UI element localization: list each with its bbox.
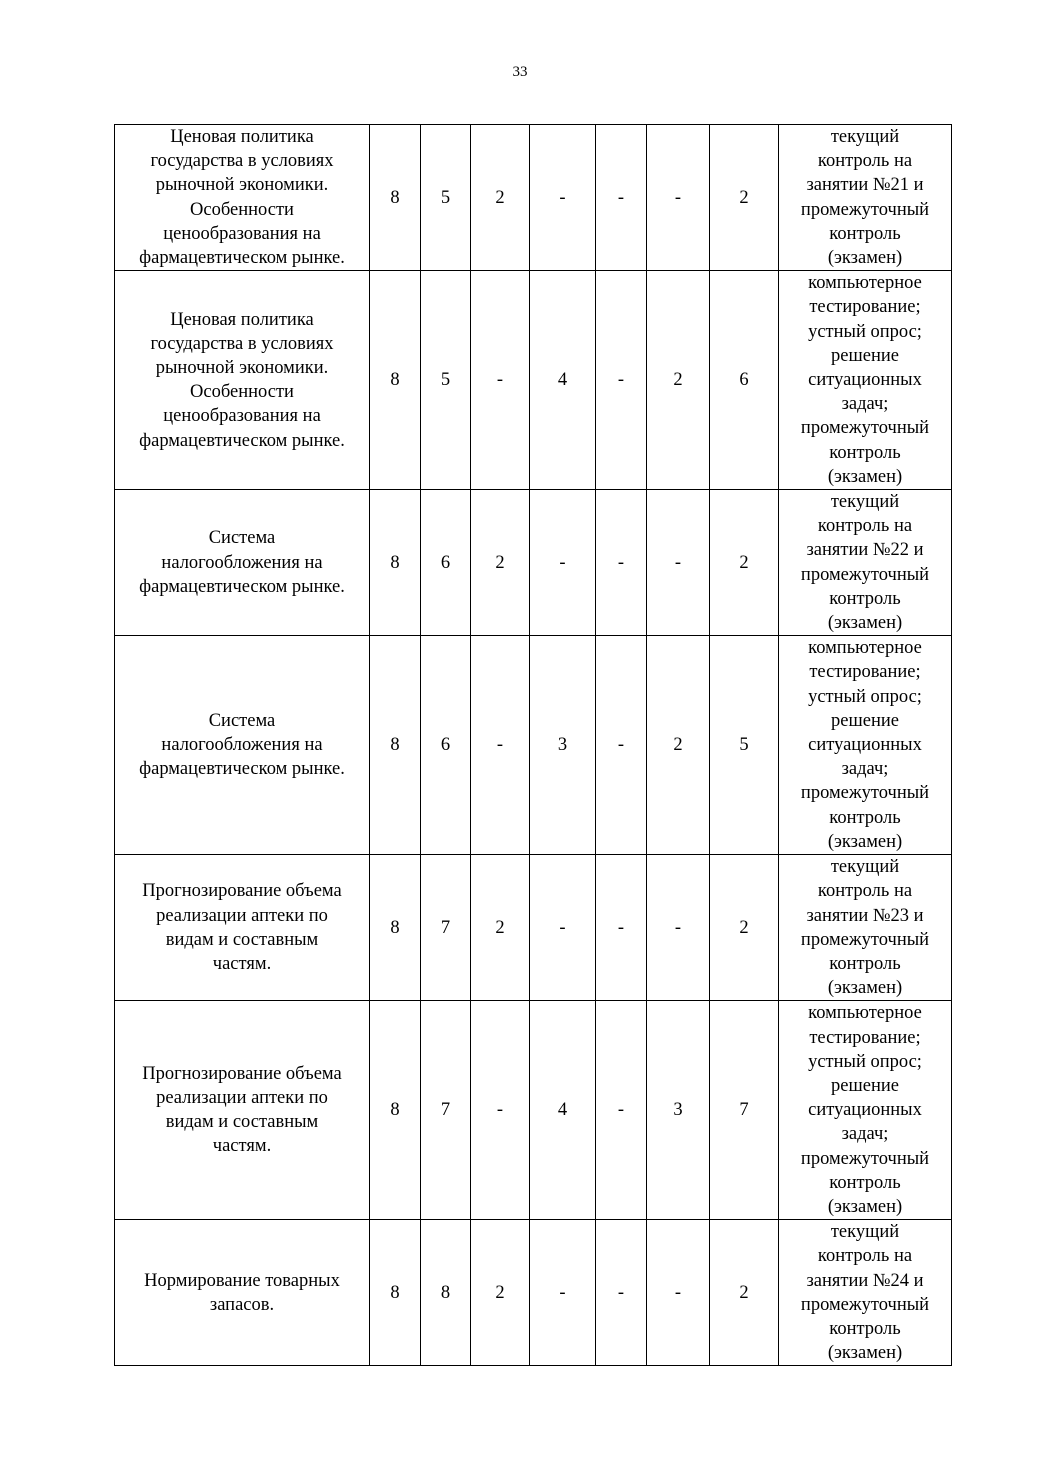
- semester-cell: 8: [370, 1220, 421, 1366]
- week-cell: 6: [421, 636, 471, 855]
- seminar-hours-cell: -: [596, 271, 647, 490]
- page-number: 33: [512, 64, 528, 80]
- table-row: [115, 1220, 952, 1366]
- seminar-hours-cell: -: [596, 1001, 647, 1220]
- total-hours-cell: 2: [710, 125, 779, 271]
- topic-cell: Прогнозирование объема реализации аптеки по видам и составным частям.: [115, 1001, 370, 1220]
- topic-cell: Нормирование товарных запасов.: [115, 1220, 370, 1366]
- control-form-cell: компьютерное тестирование; устный опрос; решение ситуационных задач; промежуточный контроль (экзамен): [779, 636, 952, 855]
- lecture-hours-cell: 2: [471, 125, 530, 271]
- practice-hours-cell: 4: [530, 271, 596, 490]
- table-row: [115, 1001, 952, 1220]
- table-row: [115, 271, 952, 490]
- total-hours-cell: 6: [710, 271, 779, 490]
- topic-cell: Прогнозирование объема реализации аптеки по видам и составным частям.: [115, 855, 370, 1001]
- topic-cell: Ценовая политика государства в условиях рыночной экономики. Особенности ценообразования на фармацевтическом рынке.: [115, 271, 370, 490]
- table-row: [115, 490, 952, 636]
- self-study-hours-cell: 3: [647, 1001, 710, 1220]
- lecture-hours-cell: 2: [471, 1220, 530, 1366]
- control-form-cell: текущий контроль на занятии №21 и промежуточный контроль (экзамен): [779, 125, 952, 271]
- week-cell: 5: [421, 271, 471, 490]
- lecture-hours-cell: -: [471, 636, 530, 855]
- total-hours-cell: 7: [710, 1001, 779, 1220]
- self-study-hours-cell: 2: [647, 636, 710, 855]
- table-row: [115, 636, 952, 855]
- seminar-hours-cell: -: [596, 855, 647, 1001]
- control-form-cell: текущий контроль на занятии №23 и промежуточный контроль (экзамен): [779, 855, 952, 1001]
- semester-cell: 8: [370, 125, 421, 271]
- topic-cell: Ценовая политика государства в условиях рыночной экономики. Особенности ценообразования на фармацевтическом рынке.: [115, 125, 370, 271]
- lecture-hours-cell: 2: [471, 490, 530, 636]
- curriculum-table: [114, 124, 952, 1366]
- practice-hours-cell: -: [530, 1220, 596, 1366]
- semester-cell: 8: [370, 490, 421, 636]
- practice-hours-cell: -: [530, 125, 596, 271]
- practice-hours-cell: -: [530, 855, 596, 1001]
- self-study-hours-cell: -: [647, 490, 710, 636]
- control-form-cell: текущий контроль на занятии №22 и промежуточный контроль (экзамен): [779, 490, 952, 636]
- total-hours-cell: 5: [710, 636, 779, 855]
- table-row: [115, 125, 952, 271]
- semester-cell: 8: [370, 271, 421, 490]
- practice-hours-cell: 3: [530, 636, 596, 855]
- semester-cell: 8: [370, 1001, 421, 1220]
- semester-cell: 8: [370, 636, 421, 855]
- self-study-hours-cell: -: [647, 855, 710, 1001]
- control-form-cell: компьютерное тестирование; устный опрос; решение ситуационных задач; промежуточный контроль (экзамен): [779, 1001, 952, 1220]
- seminar-hours-cell: -: [596, 125, 647, 271]
- week-cell: 7: [421, 1001, 471, 1220]
- lecture-hours-cell: -: [471, 271, 530, 490]
- week-cell: 8: [421, 1220, 471, 1366]
- total-hours-cell: 2: [710, 855, 779, 1001]
- week-cell: 7: [421, 855, 471, 1001]
- topic-cell: Система налогообложения на фармацевтическом рынке.: [115, 636, 370, 855]
- seminar-hours-cell: -: [596, 636, 647, 855]
- seminar-hours-cell: -: [596, 1220, 647, 1366]
- table-row: [115, 855, 952, 1001]
- lecture-hours-cell: 2: [471, 855, 530, 1001]
- week-cell: 6: [421, 490, 471, 636]
- self-study-hours-cell: 2: [647, 271, 710, 490]
- week-cell: 5: [421, 125, 471, 271]
- practice-hours-cell: 4: [530, 1001, 596, 1220]
- self-study-hours-cell: -: [647, 125, 710, 271]
- total-hours-cell: 2: [710, 490, 779, 636]
- seminar-hours-cell: -: [596, 490, 647, 636]
- total-hours-cell: 2: [710, 1220, 779, 1366]
- self-study-hours-cell: -: [647, 1220, 710, 1366]
- control-form-cell: текущий контроль на занятии №24 и промежуточный контроль (экзамен): [779, 1220, 952, 1366]
- lecture-hours-cell: -: [471, 1001, 530, 1220]
- practice-hours-cell: -: [530, 490, 596, 636]
- topic-cell: Система налогообложения на фармацевтическом рынке.: [115, 490, 370, 636]
- control-form-cell: компьютерное тестирование; устный опрос; решение ситуационных задач; промежуточный контроль (экзамен): [779, 271, 952, 490]
- semester-cell: 8: [370, 855, 421, 1001]
